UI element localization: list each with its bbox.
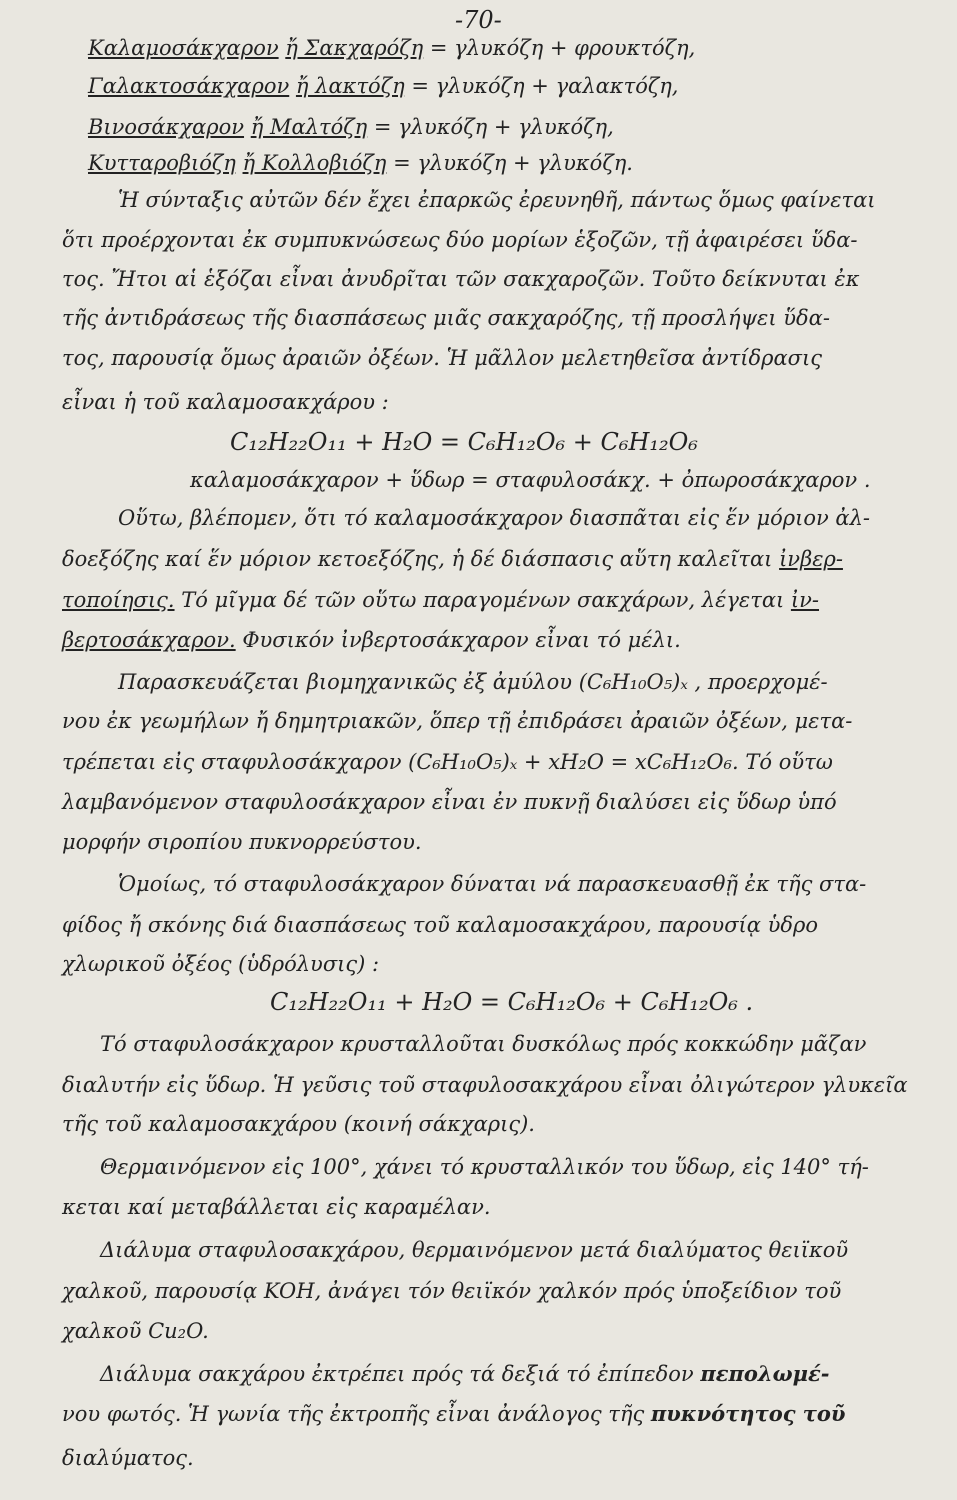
text-span: Τό μῖγμα δέ τῶν οὕτω παραγομένων σακχάρων, λέγεται: [174, 588, 791, 612]
term-underlined: τοποίησις.: [62, 588, 175, 612]
text-line: [62, 626, 681, 654]
text-line: Ἡ σύνταξις αὐτῶν δέν ἔχει ἐπαρκῶς ἐρευνηθῆ, πάντως ὅμως φαίνεται: [118, 188, 876, 212]
sugar-alt-name: ἤ Σακχαρόζη: [285, 36, 424, 60]
equivalence-line: [88, 72, 678, 100]
sugar-result: = γλυκόζη + γαλακτόζη,: [411, 74, 679, 98]
text-span: νου φωτός. Ἡ γωνία τῆς ἐκτροπῆς εἶναι ἀνάλογος τῆς: [62, 1402, 651, 1426]
chemical-formula: C₁₂H₂₂O₁₁ + H₂O = C₆H₁₂O₆ + C₆H₁₂O₆: [230, 428, 698, 456]
text-line: Τό σταφυλοσάκχαρον κρυσταλλοῦται δυσκόλως πρός κοκκώδην μᾶζαν: [100, 1032, 867, 1056]
text-line: Παρασκευάζεται βιομηχανικῶς ἐξ ἀμύλου (C₆H₁₀O₅)ₓ , προερχομέ-: [118, 670, 828, 694]
text-line: ὅτι προέρχονται ἐκ συμπυκνώσεως δύο μορίων ἑξοζῶν, τῇ ἀφαιρέσει ὕδα-: [62, 228, 858, 252]
sugar-name: Κυτταροβιόζη: [88, 151, 236, 175]
text-line: μορφήν σιροπίου πυκνορρεύστου.: [62, 830, 422, 854]
sugar-result: = γλυκόζη + φρουκτόζη,: [429, 36, 696, 60]
equivalence-line: [88, 149, 633, 177]
text-line: [62, 1400, 846, 1428]
text-line: τος. Ἤτοι αἱ ἑξόζαι εἶναι ἀνυδρῖται τῶν σακχαροζῶν. Τοῦτο δείκνυται ἐκ: [62, 267, 860, 291]
text-line: Οὕτω, βλέπομεν, ὅτι τό καλαμοσάκχαρον διασπᾶται εἰς ἕν μόριον ἀλ-: [118, 506, 871, 530]
text-emphasis: πεπολωμέ-: [700, 1361, 830, 1386]
text-line: τρέπεται εἰς σταφυλοσάκχαρον (C₆H₁₀O₅)ₓ + xH₂O = xC₆H₁₂O₆. Τό οὕτω: [62, 750, 833, 774]
chemical-formula: C₁₂H₂₂O₁₁ + H₂O = C₆H₁₂O₆ + C₆H₁₂O₆ .: [270, 988, 754, 1016]
text-line: Θερμαινόμενον εἰς 100°, χάνει τό κρυσταλλικόν του ὕδωρ, εἰς 140° τή-: [100, 1155, 869, 1179]
text-line: Ὁμοίως, τό σταφυλοσάκχαρον δύναται νά παρασκευασθῇ ἐκ τῆς στα-: [118, 872, 867, 896]
text-line: λαμβανόμενον σταφυλοσάκχαρον εἶναι ἐν πυκνῇ διαλύσει εἰς ὕδωρ ὑπό: [62, 790, 837, 814]
text-line: [62, 545, 843, 573]
sugar-name: Γαλακτοσάκχαρον: [88, 74, 290, 98]
term-underlined: βερτοσάκχαρον.: [62, 628, 236, 652]
text-emphasis: πυκνότητος τοῦ: [650, 1401, 846, 1426]
text-line: [100, 1360, 829, 1388]
text-line: χαλκοῦ, παρουσίᾳ KOH, ἀνάγει τόν θειϊκόν χαλκόν πρός ὑποξείδιον τοῦ: [62, 1279, 842, 1303]
text-line: διαλύματος.: [62, 1446, 194, 1470]
text-line: Διάλυμα σταφυλοσακχάρου, θερμαινόμενον μετά διαλύματος θειϊκοῦ: [100, 1238, 849, 1262]
sugar-alt-name: ἤ λακτόζη: [295, 74, 405, 98]
text-line: κεται καί μεταβάλλεται εἰς καραμέλαν.: [62, 1195, 491, 1219]
text-line: διαλυτήν εἰς ὕδωρ. Ἡ γεῦσις τοῦ σταφυλοσακχάρου εἶναι ὀλιγώτερον γλυκεῖα: [62, 1073, 908, 1097]
text-span: Φυσικόν ἰνβερτοσάκχαρον εἶναι τό μέλι.: [235, 628, 681, 652]
text-line: χαλκοῦ Cu₂O.: [62, 1319, 209, 1343]
sugar-alt-name: ἤ Κολλοβιόζη: [242, 151, 387, 175]
term-underlined: ἰν-: [790, 588, 820, 612]
page-number: -70-: [455, 6, 502, 34]
text-line: φίδος ἤ σκόνης διά διασπάσεως τοῦ καλαμοσακχάρου, παρουσίᾳ ὑδρο: [62, 913, 819, 937]
sugar-alt-name: ἤ Μαλτόζη: [250, 115, 368, 139]
text-line: τῆς ἀντιδράσεως τῆς διασπάσεως μιᾶς σακχαρόζης, τῇ προσλήψει ὕδα-: [62, 306, 830, 330]
text-line: χλωρικοῦ ὀξέος (ὑδρόλυσις) :: [62, 952, 380, 976]
equivalence-line: [88, 113, 614, 141]
text-line: τος, παρουσίᾳ ὅμως ἀραιῶν ὀξέων. Ἡ μᾶλλον μελετηθεῖσα ἀντίδρασις: [62, 346, 822, 370]
text-span: Διάλυμα σακχάρου ἐκτρέπει πρός τά δεξιά τό ἐπίπεδον: [100, 1362, 701, 1386]
text-line: εἶναι ἡ τοῦ καλαμοσακχάρου :: [62, 390, 389, 414]
sugar-name: Καλαμοσάκχαρον: [88, 36, 279, 60]
formula-caption: καλαμοσάκχαρον + ὕδωρ = σταφυλοσάκχ. + ὀπωροσάκχαρον .: [190, 468, 871, 492]
sugar-name: Βινοσάκχαρον: [88, 115, 245, 139]
text-line: τῆς τοῦ καλαμοσακχάρου (κοινή σάκχαρις).: [62, 1112, 535, 1136]
text-line: [62, 586, 819, 614]
equivalence-line: [88, 34, 695, 62]
text-line: νου ἐκ γεωμήλων ἤ δημητριακῶν, ὅπερ τῇ ἐπιδράσει ἀραιῶν ὀξέων, μετα-: [62, 709, 853, 733]
sugar-result: = γλυκόζη + γλυκόζη,: [373, 115, 614, 139]
term-underlined: ἰνβερ-: [779, 547, 843, 571]
sugar-result: = γλυκόζη + γλυκόζη.: [393, 151, 633, 175]
text-span: δοεξόζης καί ἕν μόριον κετοεξόζης, ἡ δέ διάσπασις αὕτη καλεῖται: [62, 547, 780, 571]
